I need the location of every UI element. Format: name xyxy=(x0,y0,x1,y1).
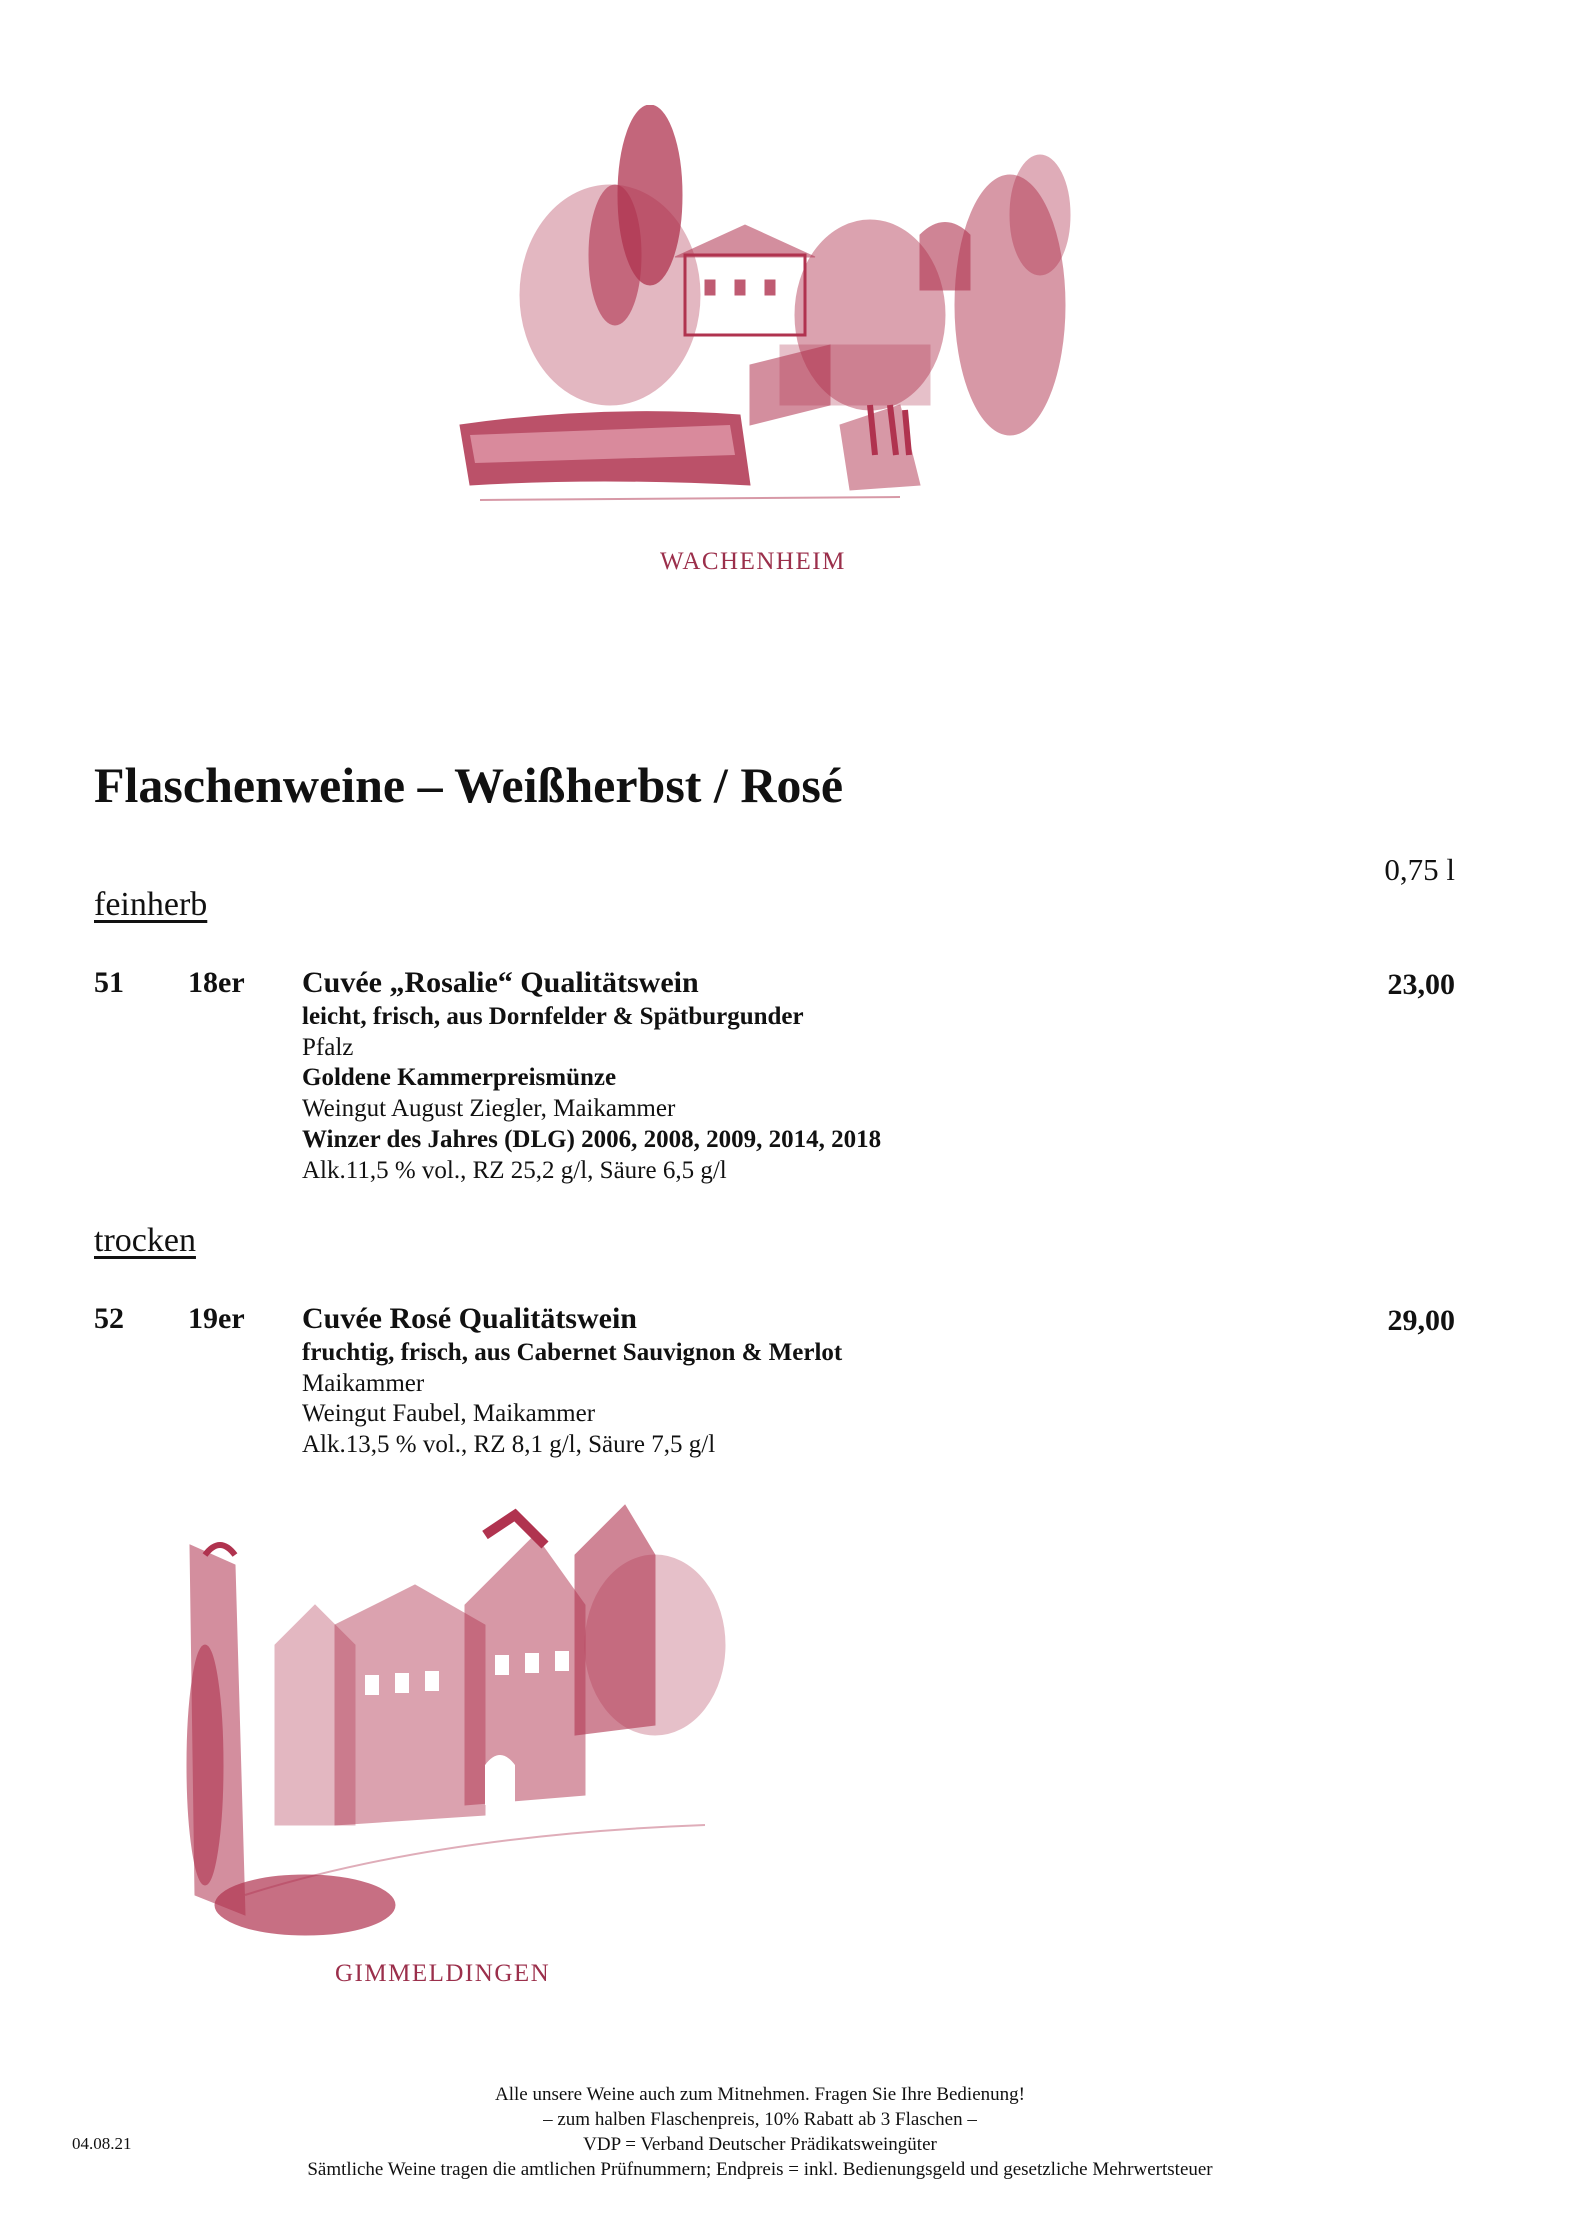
wine-distinction: Winzer des Jahres (DLG) 2006, 2008, 2009, 2014, 2018 xyxy=(302,1125,882,1153)
wine-price: 23,00 xyxy=(1387,968,1455,1001)
footer-line: Sämtliche Weine tragen die amtlichen Prüfnummern; Endpreis = inkl. Bedienungsgeld und gesetzliche Mehrwertsteuer xyxy=(307,2159,1213,2180)
wine-price: 29,00 xyxy=(1387,1304,1455,1337)
date-stamp: 04.08.21 xyxy=(72,2134,132,2153)
wine-description: fruchtig, frisch, aus Cabernet Sauvignon & Merlot xyxy=(302,1339,843,1366)
section-heading-feinherb: feinherb xyxy=(94,886,208,923)
wine-name: Cuvée Rosé Qualitätswein xyxy=(302,1302,637,1335)
footer-line: VDP = Verband Deutscher Prädikatsweingüter xyxy=(583,2134,937,2155)
wine-description: leicht, frisch, aus Dornfelder & Spätburgunder xyxy=(302,1003,804,1030)
town-sketch-icon xyxy=(450,105,1080,515)
wine-details xyxy=(302,1002,881,1186)
wine-winery: Weingut August Ziegler, Maikammer xyxy=(302,1095,676,1123)
bottle-volume-header: 0,75 l xyxy=(1384,852,1455,887)
wine-analysis: Alk.11,5 % vol., RZ 25,2 g/l, Säure 6,5 g/l xyxy=(302,1156,727,1184)
street-sketch-icon xyxy=(185,1495,750,1940)
wine-winery: Weingut Faubel, Maikammer xyxy=(302,1400,596,1428)
footer-line: – zum halben Flaschenpreis, 10% Rabatt ab 3 Flaschen – xyxy=(543,2109,977,2130)
wine-details xyxy=(302,1338,842,1461)
wine-name: Cuvée „Rosalie“ Qualitätswein xyxy=(302,966,699,999)
wine-region: Pfalz xyxy=(302,1033,354,1061)
footer-notes xyxy=(180,2082,1340,2182)
wine-vintage: 18er xyxy=(188,966,245,999)
wine-analysis: Alk.13,5 % vol., RZ 8,1 g/l, Säure 7,5 g/l xyxy=(302,1431,716,1459)
top-illustration-caption: WACHENHEIM xyxy=(660,548,846,575)
wine-region: Maikammer xyxy=(302,1369,425,1397)
page-title: Flaschenweine – Weißherbst / Rosé xyxy=(94,757,844,813)
wine-number: 52 xyxy=(94,1302,124,1335)
section-heading-trocken: trocken xyxy=(94,1222,196,1259)
wine-award: Goldene Kammerpreismünze xyxy=(302,1064,617,1092)
wine-number: 51 xyxy=(94,966,124,999)
wine-vintage: 19er xyxy=(188,1302,245,1335)
bottom-illustration-caption: GIMMELDINGEN xyxy=(335,1960,551,1987)
footer-line: Alle unsere Weine auch zum Mitnehmen. Fragen Sie Ihre Bedienung! xyxy=(495,2084,1025,2105)
